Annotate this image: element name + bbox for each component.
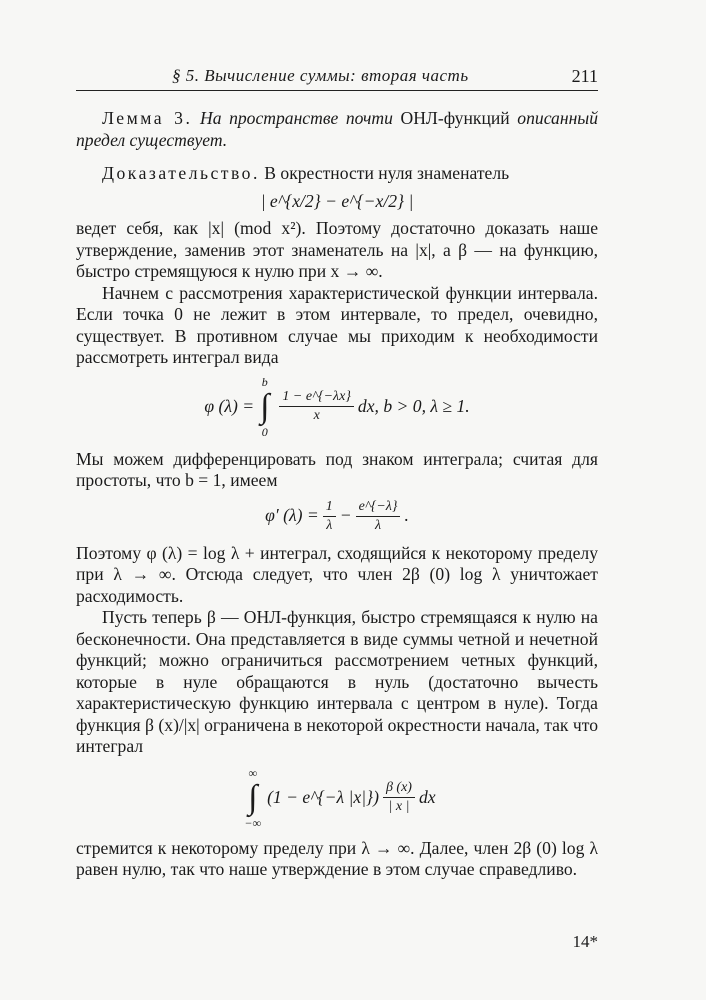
fraction-one-over-lambda [323,498,336,535]
phi-tail: dx, b > 0, λ ≥ 1. [357,395,470,416]
fraction-1-denominator: λ [326,517,333,533]
paragraph-3: Мы можем дифференцировать под знаком интеграла; считая для простоты, что b = 1, имеем [76,448,598,490]
paragraph-6: стремится к некоторому пределу при λ → ∞. Далее, член 2β (0) log λ равен нулю, так что наше утверждение в этом случае справедливо. [76,837,598,879]
lemma-text-1: На пространстве почти [199,108,393,128]
phi-prime-lhs: φ′ (λ) = [265,505,319,526]
formula-period: . [404,505,409,526]
proof-intro [76,163,598,185]
integrand-fraction [279,388,354,425]
paragraph-1: ведет себя, как |x| (mod x²). Поэтому достаточно доказать наше утверждение, заменив этот знаменатель на |x|, а β — на функцию, быстро стремящуюся к нулю при x → ∞. [76,218,598,281]
paragraph-5: Пусть теперь β — ОНЛ-функция, быстро стремящаяся к нулю на бесконечности. Она представляется в виде суммы четной и нечетной функций; можно ограничиться рассмотрением четных функций, которые в нуле обращаются в нуль (достаточно вычесть характеристическую функцию интервала с центром в нуле). Тогда функция β (x)/|x| ограничена в некоторой окрестности начала, так что интеграл [76,607,598,756]
paragraph-4: Поэтому φ (λ) = log λ + интеграл, сходящийся к некоторому пределу при λ → ∞. Отсюда следует, что член 2β (0) log λ уничтожает расходимость. [76,542,598,606]
formula-phi-prime [76,498,598,535]
denominator-formula: | e^{x/2} − e^{−x/2} | [260,190,414,211]
proof-label: Доказательство. [102,163,260,183]
beta-over-abs-x [383,779,415,816]
signature-mark: 14* [572,932,598,951]
lemma-text-2: описанный предел существует. [76,108,599,150]
fraction-exp-over-lambda [356,498,401,535]
integral-lower-limit: 0 [261,424,268,439]
proof-intro-text: В окрестности нуля знаменатель [264,163,510,183]
integrand-denominator: x [313,408,320,423]
improper-upper-limit: ∞ [248,765,258,780]
fraction-2-denominator: λ [374,517,382,533]
integrand-numerator: 1 − e^{−λx} [279,388,354,407]
phi-lhs: φ (λ) = [204,395,255,416]
formula-improper-integral [76,766,598,830]
fraction-1-numerator: 1 [323,498,336,517]
lemma-label: Лемма 3. [102,108,193,128]
fraction-2-numerator: e^{−λ} [356,498,401,517]
page-body [76,108,598,881]
abs-x-denominator: | x | [388,799,410,814]
lemma-statement [76,108,598,151]
improper-integral-sign: ∞ ∫ −∞ [244,765,262,830]
improper-lower-limit: −∞ [244,815,262,830]
beta-numerator: β (x) [383,779,415,798]
improper-body: (1 − e^{−λ |x|}) [267,786,379,807]
lemma-onl: ОНЛ-функций [400,108,510,128]
page-number: 211 [571,66,598,86]
page-header [76,62,598,91]
integral-upper-limit: b [261,374,268,389]
formula-phi [76,375,598,439]
running-title: § 5. Вычисление суммы: вторая часть [172,66,469,85]
integral-sign: b ∫ 0 [260,374,270,439]
paragraph-2: Начнем с рассмотрения характеристической функции интервала. Если точка 0 не лежит в этом интервале, то предел, очевидно, существует. В противном случае мы приходим к необходимости рассмотреть интеграл вида [76,282,598,367]
minus-sign: − [339,505,352,526]
improper-tail: dx [418,786,436,807]
